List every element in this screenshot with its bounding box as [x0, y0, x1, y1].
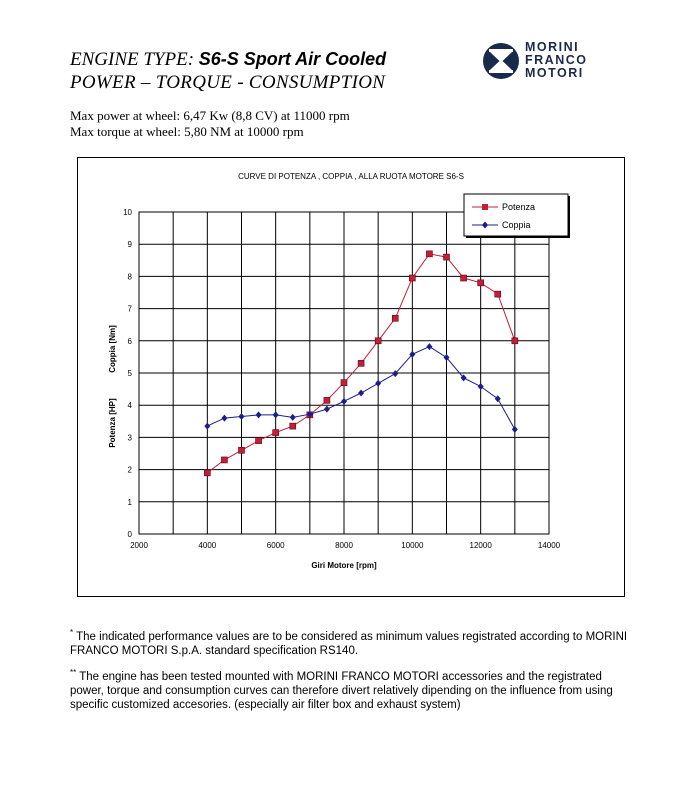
x-tick-label: 8000 — [335, 541, 353, 550]
data-point-potenza — [221, 457, 227, 463]
logo-line: MORINI — [525, 40, 580, 54]
data-point-potenza — [204, 470, 210, 476]
data-point-potenza — [358, 360, 364, 366]
y-tick-label: 8 — [127, 272, 132, 282]
y-tick-label: 4 — [127, 401, 132, 411]
company-logo — [481, 40, 621, 84]
data-point-potenza — [324, 397, 330, 403]
y-tick-label: 7 — [127, 304, 132, 314]
data-point-potenza — [239, 447, 245, 453]
power-torque-chart — [77, 157, 625, 597]
footnote-text: The engine has been tested mounted with MORINI FRANCO MOTORI accessories and the registrated power, torque and consumption curves can therefore divert relatively dipending on the influence from using specific customized accesories. (especially air filter box and exhaust system) — [70, 671, 613, 711]
footnote-text: The indicated performance values are to be considered as minimum values registrated according to MORINI FRANCO MOTORI S.p.A. standard specification RS140. — [70, 631, 628, 657]
engine-name: S6-S Sport Air Cooled — [198, 49, 387, 69]
x-tick-label: 14000 — [537, 541, 561, 550]
y-tick-label: 6 — [127, 336, 132, 346]
data-point-potenza — [290, 423, 296, 429]
data-point-potenza — [444, 254, 450, 260]
footnotes — [70, 630, 630, 724]
data-point-potenza — [495, 291, 501, 297]
data-point-potenza — [256, 438, 262, 444]
y-tick-label: 10 — [123, 208, 132, 217]
x-tick-label: 6000 — [266, 541, 285, 550]
y-tick-label: 9 — [127, 240, 132, 250]
x-tick-label: 12000 — [469, 541, 492, 550]
footnote-marker: ** — [70, 668, 77, 678]
x-tick-label: 10000 — [401, 541, 424, 550]
y-axis-label-power: Potenza [HP] — [108, 398, 117, 448]
engine-specs — [70, 108, 350, 140]
chart-svg — [77, 157, 625, 597]
hourglass-logo-icon — [481, 41, 521, 81]
data-point-potenza — [273, 430, 279, 436]
data-point-potenza — [461, 275, 467, 281]
footnote-2 — [70, 670, 630, 712]
footnote-1 — [70, 630, 630, 658]
x-axis-label: Giri Motore [rpm] — [311, 561, 377, 570]
x-tick-label: 4000 — [198, 541, 217, 550]
y-axis-label-torque: Coppia [Nm] — [108, 325, 117, 373]
y-tick-label: 5 — [127, 369, 132, 378]
data-point-potenza — [409, 275, 415, 281]
x-tick-label: 2000 — [130, 541, 148, 550]
engine-type-label: ENGINE TYPE: — [70, 49, 195, 70]
y-tick-label: 3 — [127, 433, 132, 443]
page-subtitle: POWER – TORQUE - CONSUMPTION — [70, 72, 386, 93]
footnote-marker: * — [70, 628, 74, 638]
logo-line: MOTORI — [525, 66, 584, 80]
data-point-potenza — [426, 251, 432, 257]
legend-marker-potenza — [482, 204, 488, 210]
logo-wordmark — [525, 41, 587, 80]
y-tick-label: 1 — [127, 497, 132, 507]
data-point-potenza — [375, 338, 381, 344]
max-power-text: Max power at wheel: 6,47 Kw (8,8 CV) at 11000 rpm — [70, 108, 350, 123]
legend-label-potenza: Potenza — [502, 202, 536, 212]
data-point-potenza — [478, 280, 484, 286]
legend-label-coppia: Coppia — [502, 220, 531, 230]
data-point-potenza — [341, 380, 347, 386]
y-tick-label: 0 — [127, 530, 132, 539]
max-torque-text: Max torque at wheel: 5,80 NM at 10000 rpm — [70, 124, 304, 139]
y-tick-label: 2 — [127, 465, 132, 475]
logo-line: FRANCO — [525, 53, 588, 67]
engine-type-title — [70, 48, 386, 71]
chart-title: CURVE DI POTENZA , COPPIA , ALLA RUOTA MOTORE S6-S — [238, 172, 464, 181]
data-point-potenza — [512, 338, 518, 344]
data-point-potenza — [392, 315, 398, 321]
